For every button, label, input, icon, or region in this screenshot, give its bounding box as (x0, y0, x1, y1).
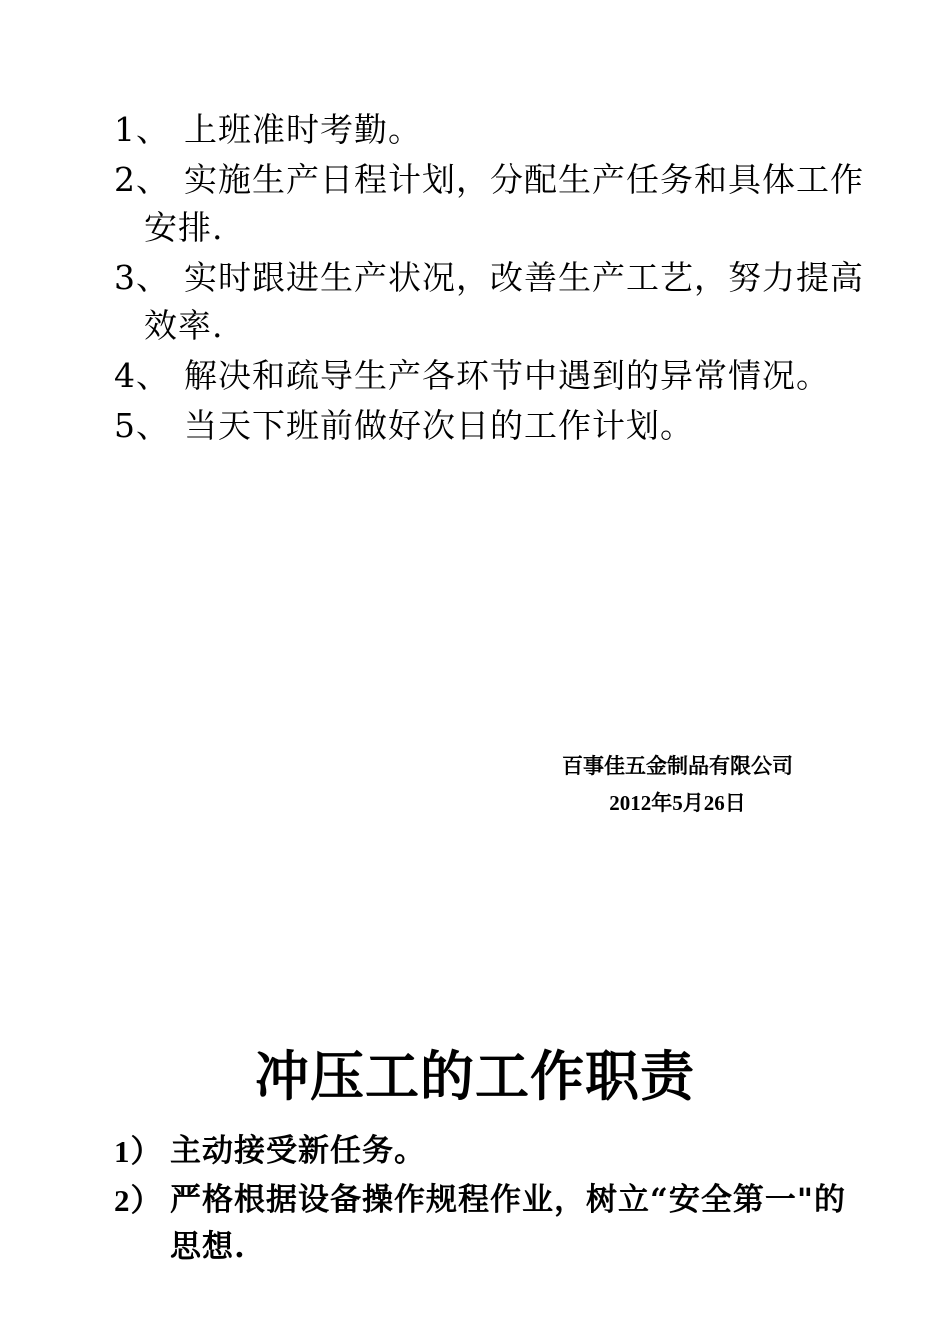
duties-list (114, 106, 864, 452)
signature-date: 2012年5月26日 (609, 791, 746, 815)
duty-text: 解决和疏导生产各环节中遇到的异常情况。 (184, 356, 830, 395)
duty-number: 1、 (114, 110, 170, 149)
stamping-duty-text: 主动接受新任务。 (170, 1133, 426, 1169)
signature-company: 百事佳五金制品有限公司 (562, 754, 793, 778)
stamping-duty-text: 严格根据设备操作规程作业，树立“安全第一"的思想. (170, 1182, 846, 1265)
duty-number: 4、 (114, 356, 170, 395)
duty-item (114, 156, 864, 252)
duty-text: 实施生产日程计划，分配生产任务和具体工作安排. (144, 160, 864, 247)
stamping-duty-number: 2） (114, 1183, 163, 1218)
duty-item (114, 402, 864, 450)
duty-item (114, 106, 864, 154)
duty-text: 上班准时考勤。 (184, 110, 422, 149)
stamping-duty-number: 1） (114, 1134, 163, 1169)
duty-item (114, 254, 864, 350)
stamping-duty-item (114, 1128, 864, 1175)
duty-number: 3、 (114, 258, 170, 297)
duty-item (114, 352, 864, 400)
stamping-duties-list (114, 1128, 864, 1273)
duty-text: 实时跟进生产状况，改善生产工艺，努力提高效率. (144, 258, 864, 345)
duty-text: 当天下班前做好次日的工作计划。 (184, 406, 694, 445)
stamping-duty-item (114, 1177, 864, 1271)
duty-number: 2、 (114, 160, 170, 199)
duty-number: 5、 (114, 406, 170, 445)
section-title: 冲压工的工作职责 (255, 1044, 695, 1109)
